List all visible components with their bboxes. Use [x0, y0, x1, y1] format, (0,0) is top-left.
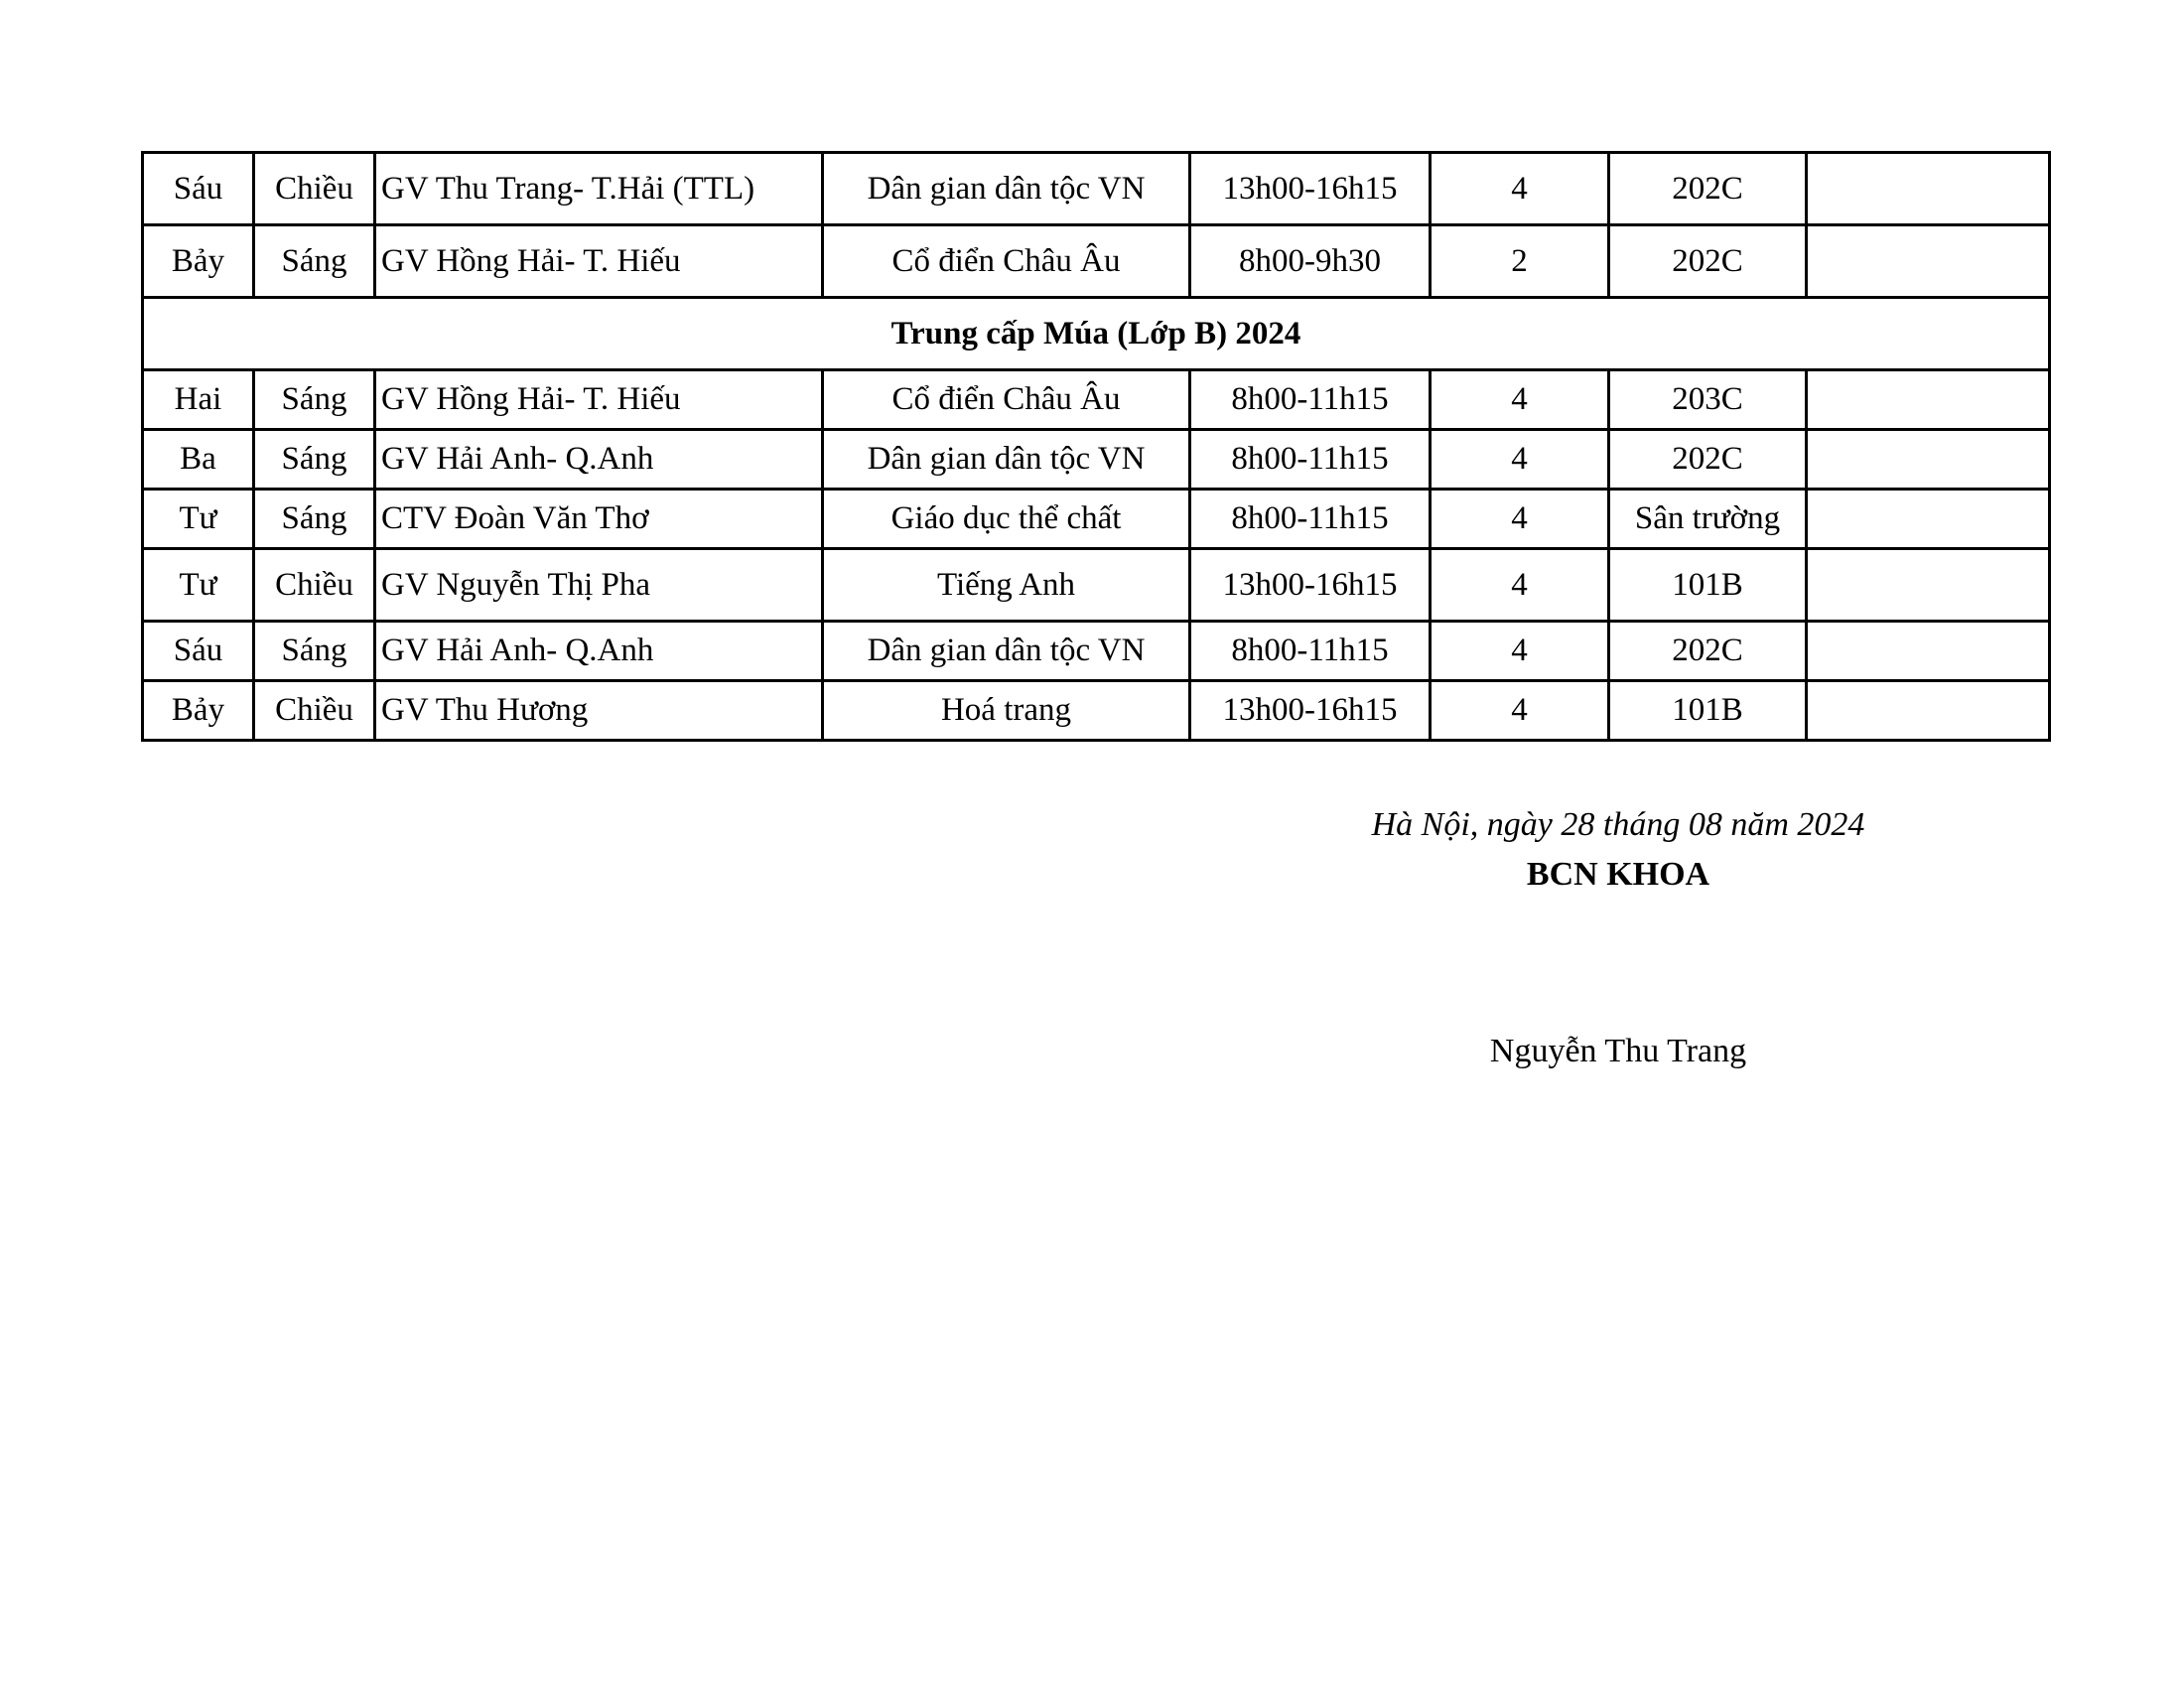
room-cell: 203C: [1609, 370, 1807, 430]
note-cell: [1807, 225, 2050, 298]
table-row: [143, 490, 2050, 549]
teacher-cell: GV Nguyễn Thị Pha: [375, 549, 823, 622]
subject-cell: Cổ điển Châu Âu: [823, 225, 1190, 298]
session-cell: Chiều: [254, 681, 375, 741]
place-date-line: Hà Nội, ngày 28 tháng 08 năm 2024: [1371, 806, 1865, 843]
department-title: BCN KHOA: [1526, 856, 1710, 893]
periods-cell: 4: [1431, 370, 1609, 430]
teacher-cell: GV Hải Anh- Q.Anh: [375, 622, 823, 681]
teacher-cell: GV Thu Hương: [375, 681, 823, 741]
section-title: Trung cấp Múa (Lớp B) 2024: [143, 298, 2050, 370]
session-cell: Sáng: [254, 370, 375, 430]
time-cell: 8h00-11h15: [1190, 430, 1431, 490]
subject-cell: Cổ điển Châu Âu: [823, 370, 1190, 430]
subject-cell: Dân gian dân tộc VN: [823, 430, 1190, 490]
table-row: [143, 370, 2050, 430]
room-cell: 202C: [1609, 430, 1807, 490]
time-cell: 8h00-9h30: [1190, 225, 1431, 298]
periods-cell: 4: [1431, 490, 1609, 549]
session-cell: Chiều: [254, 153, 375, 225]
table-row: [143, 549, 2050, 622]
room-cell: 202C: [1609, 153, 1807, 225]
teacher-cell: GV Hải Anh- Q.Anh: [375, 430, 823, 490]
periods-cell: 2: [1431, 225, 1609, 298]
note-cell: [1807, 490, 2050, 549]
table-row: [143, 681, 2050, 741]
room-cell: 101B: [1609, 681, 1807, 741]
table-row: [143, 622, 2050, 681]
teacher-cell: GV Hồng Hải- T. Hiếu: [375, 370, 823, 430]
section-header-row: [143, 298, 2050, 370]
schedule-table: [141, 151, 2051, 742]
periods-cell: 4: [1431, 681, 1609, 741]
periods-cell: 4: [1431, 153, 1609, 225]
session-cell: Sáng: [254, 430, 375, 490]
time-cell: 8h00-11h15: [1190, 622, 1431, 681]
session-cell: Sáng: [254, 622, 375, 681]
periods-cell: 4: [1431, 430, 1609, 490]
periods-cell: 4: [1431, 622, 1609, 681]
session-cell: Sáng: [254, 490, 375, 549]
teacher-cell: CTV Đoàn Văn Thơ: [375, 490, 823, 549]
day-cell: Sáu: [143, 622, 254, 681]
note-cell: [1807, 549, 2050, 622]
time-cell: 13h00-16h15: [1190, 549, 1431, 622]
periods-cell: 4: [1431, 549, 1609, 622]
day-cell: Sáu: [143, 153, 254, 225]
day-cell: Tư: [143, 490, 254, 549]
room-cell: Sân trường: [1609, 490, 1807, 549]
note-cell: [1807, 153, 2050, 225]
signer-name: Nguyễn Thu Trang: [1489, 1033, 1747, 1069]
note-cell: [1807, 430, 2050, 490]
subject-cell: Giáo dục thể chất: [823, 490, 1190, 549]
table-row: [143, 153, 2050, 225]
session-cell: Sáng: [254, 225, 375, 298]
table-row: [143, 225, 2050, 298]
teacher-cell: GV Thu Trang- T.Hải (TTL): [375, 153, 823, 225]
day-cell: Bảy: [143, 225, 254, 298]
time-cell: 13h00-16h15: [1190, 153, 1431, 225]
room-cell: 101B: [1609, 549, 1807, 622]
subject-cell: Tiếng Anh: [823, 549, 1190, 622]
teacher-cell: GV Hồng Hải- T. Hiếu: [375, 225, 823, 298]
room-cell: 202C: [1609, 622, 1807, 681]
subject-cell: Dân gian dân tộc VN: [823, 153, 1190, 225]
note-cell: [1807, 370, 2050, 430]
room-cell: 202C: [1609, 225, 1807, 298]
day-cell: Hai: [143, 370, 254, 430]
session-cell: Chiều: [254, 549, 375, 622]
note-cell: [1807, 681, 2050, 741]
day-cell: Bảy: [143, 681, 254, 741]
time-cell: 8h00-11h15: [1190, 490, 1431, 549]
subject-cell: Hoá trang: [823, 681, 1190, 741]
subject-cell: Dân gian dân tộc VN: [823, 622, 1190, 681]
table-row: [143, 430, 2050, 490]
time-cell: 13h00-16h15: [1190, 681, 1431, 741]
note-cell: [1807, 622, 2050, 681]
time-cell: 8h00-11h15: [1190, 370, 1431, 430]
day-cell: Ba: [143, 430, 254, 490]
day-cell: Tư: [143, 549, 254, 622]
